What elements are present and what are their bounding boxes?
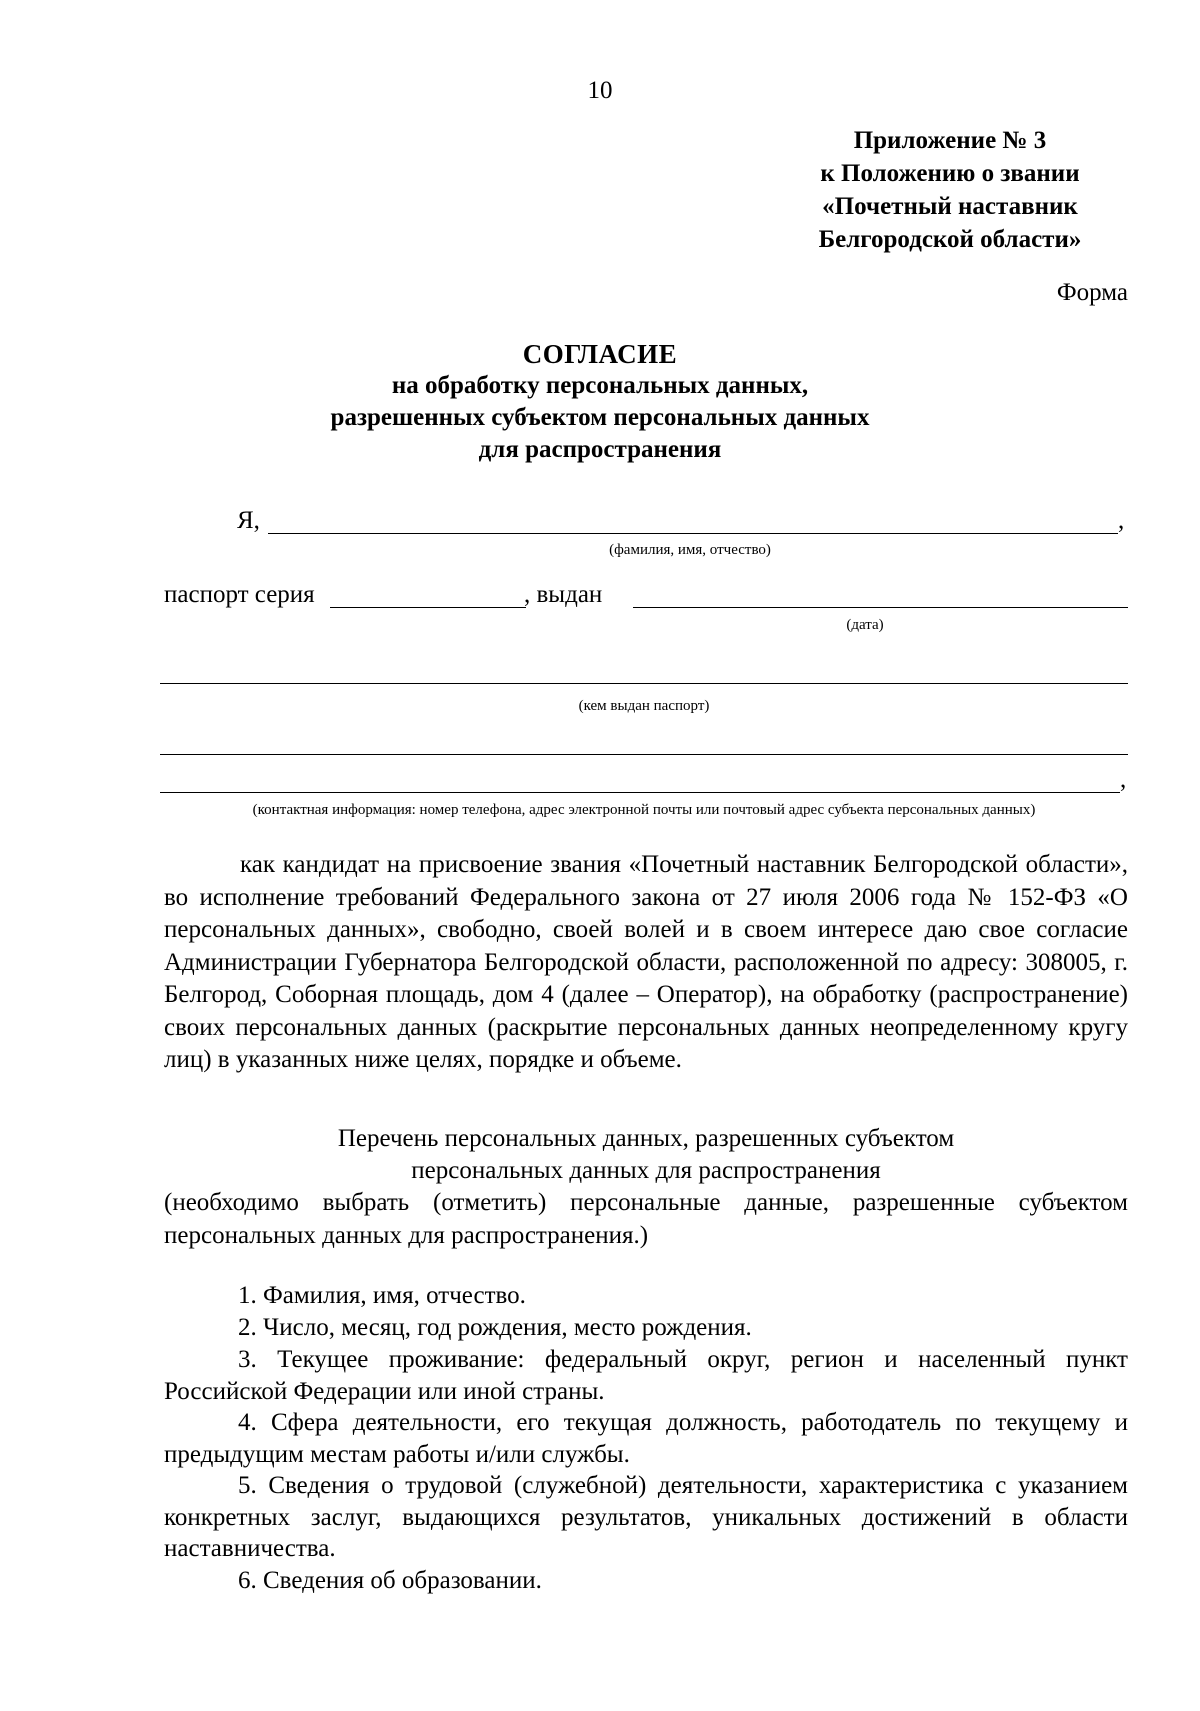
passport-series-label: паспорт серия — [164, 581, 315, 608]
list-heading — [164, 1123, 1128, 1187]
contact-hint: (контактная информация: номер телефона, адрес электронной почты или почтовый адрес субъекта персональных данных) — [252, 802, 1036, 818]
fio-field[interactable] — [268, 533, 1118, 534]
title-line-2: на обработку персональных данных, — [391, 372, 809, 399]
list-item: 2. Число, месяц, год рождения, место рождения. — [238, 1314, 752, 1341]
appendix-header — [770, 124, 1130, 256]
fio-hint: (фамилия, имя, отчество) — [609, 542, 771, 558]
list-item: 1. Фамилия, имя, отчество. — [238, 1282, 526, 1309]
list-item: 3. Текущее проживание: федеральный округ, регион и населенный пункт Российской Федерации или иной страны. — [164, 1346, 1128, 1405]
list-note: (необходимо выбрать (отметить) персональные данные, разрешенные субъектом персональных данных для распространения.) — [164, 1189, 1128, 1249]
issuer-field[interactable] — [160, 683, 1128, 684]
issuer-hint: (кем выдан паспорт) — [578, 698, 710, 714]
title-line-4: для распространения — [478, 436, 722, 463]
ya-label: Я, — [237, 507, 260, 534]
appendix-line-3: «Почетный наставник — [822, 193, 1078, 220]
contact-comma: , — [1120, 766, 1127, 793]
list-item: 5. Сведения о трудовой (служебной) деятельности, характеристика с указанием конкретных заслуг, выдающихся результатов, уникальных достижений в области наставничества. — [164, 1472, 1128, 1562]
title-main: СОГЛАСИЕ — [522, 339, 678, 369]
title-line-3: разрешенных субъектом персональных данных — [330, 404, 870, 431]
issued-label: , выдан — [524, 581, 603, 608]
consent-paragraph: как кандидат на присвоение звания «Почетный наставник Белгородской области», во исполнение требований Федерального закона от 27 июля 2006 года № 152-ФЗ «О персональных данных», свободно, своей волей и в своем интересе даю свое согласие Администрации Губернатора Белгородской области, расположенной по адресу: 308005, г. Белгород, Соборная площадь, дом 4 (далее – Оператор), на обработку (распространение) своих персональных данных (раскрытие персональных данных неопределенному кругу лиц) в указанных ниже целях, порядке и объеме. — [164, 851, 1128, 1073]
appendix-line-1: Приложение № 3 — [853, 127, 1047, 154]
issue-date-field[interactable] — [633, 607, 1128, 608]
document-title — [0, 338, 1200, 466]
list-heading-line-1: Перечень персональных данных, разрешенных субъектом — [337, 1125, 955, 1152]
fio-comma: , — [1118, 507, 1125, 534]
list-item: 6. Сведения об образовании. — [238, 1567, 542, 1594]
list-heading-line-2: персональных данных для распространения — [411, 1157, 881, 1184]
form-label: Форма — [1056, 279, 1128, 306]
appendix-line-2: к Положению о звании — [820, 160, 1080, 187]
page-number: 10 — [587, 77, 613, 104]
contact-field-1[interactable] — [160, 754, 1128, 755]
passport-series-field[interactable] — [330, 607, 526, 608]
appendix-line-4: Белгородской области» — [818, 226, 1082, 253]
list-item: 4. Сфера деятельности, его текущая должность, работодатель по текущему и предыдущим местам работы и/или службы. — [164, 1409, 1128, 1468]
contact-field-2[interactable] — [160, 792, 1120, 793]
date-hint: (дата) — [846, 617, 884, 633]
